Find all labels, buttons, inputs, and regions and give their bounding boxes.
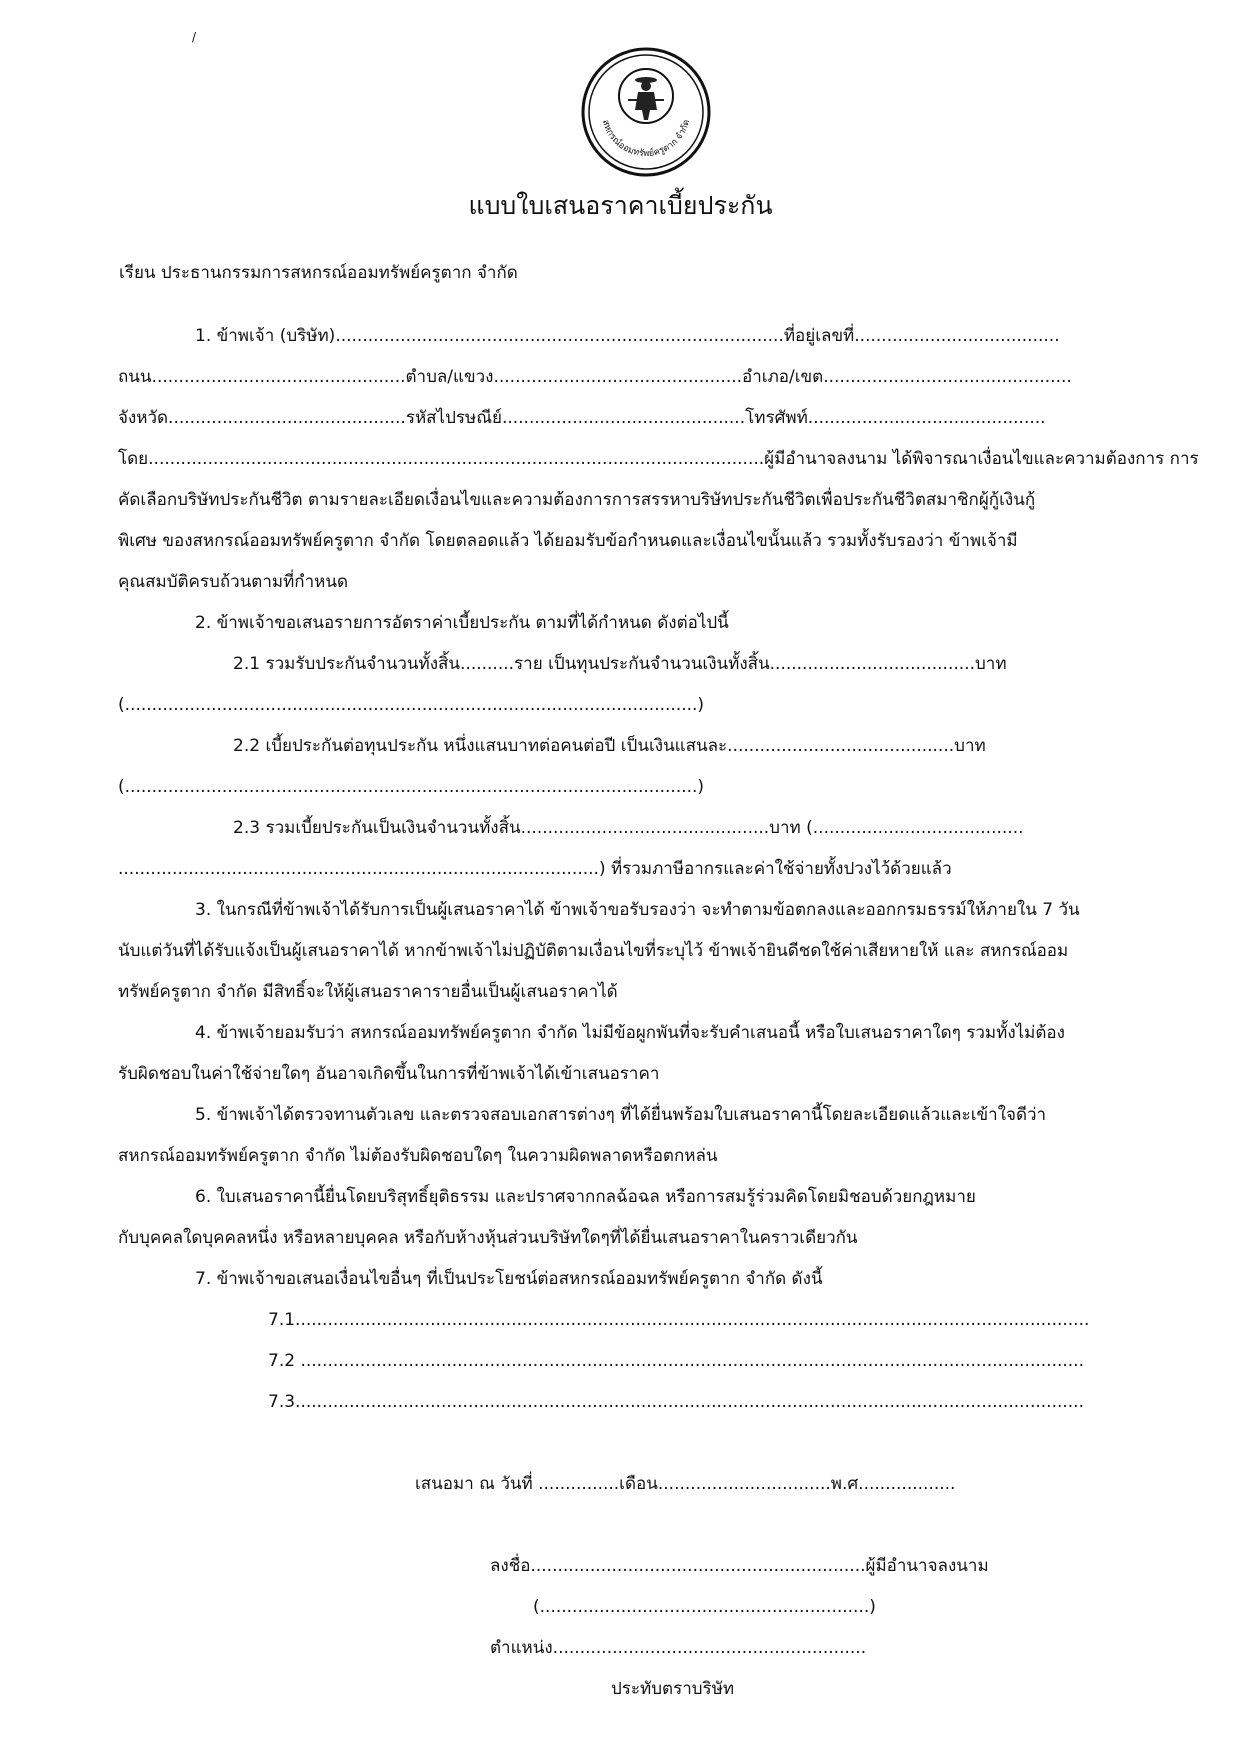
item1-signatory-line: โดย..................................................................................................................ผู้มีอำนาจลงนาม ได้พิจารณาเงื่อนไขและความต้องการ การ [118,449,1199,469]
item1-company-line: 1. ข้าพเจ้า (บริษัท)...................................................................................ที่อยู่เลขที่...................................... [195,326,1060,346]
signer-name-line: (.............................................................) [533,1597,876,1617]
item7-heading: 7. ข้าพเจ้าขอเสนอเงื่อนไขอื่นๆ ที่เป็นประโยชน์ต่อสหกรณ์ออมทรัพย์ครูตาก จำกัด ดังนี้ [195,1269,823,1289]
paragraph-line: ทรัพย์ครูตาก จำกัด มีสิทธิ์จะให้ผู้เสนอราคารายอื่นเป็นผู้เสนอราคาได้ [118,982,618,1002]
item2-1-amount-words: (..........................................................................................................) [118,695,705,715]
item3-line: 3. ในกรณีที่ข้าพเจ้าได้รับการเป็นผู้เสนอราคาได้ ข้าพเจ้าขอรับรองว่า จะทำตามข้อตกลงและออกกรมธรรม์ให้ภายใน 7 วัน [195,900,1080,920]
paragraph-line: สหกรณ์ออมทรัพย์ครูตาก จำกัด ไม่ต้องรับผิดชอบใดๆ ในความผิดพลาดหรือตกหล่น [118,1146,718,1166]
item2-3-amount-words: .........................................................................................) ที่รวมภาษีอากรและค่าใช้จ่ายทั้งปวงไว้ด้วยแล้ว [118,859,952,879]
item2-1-line: 2.1 รวมรับประกันจำนวนทั้งสิ้น..........ราย เป็นทุนประกันจำนวนเงินทั้งสิ้น......................................บาท [233,654,1007,674]
date-line: เสนอมา ณ วันที่ ...............เดือน................................พ.ศ.................. [415,1474,956,1494]
paragraph-line: นับแต่วันที่ได้รับแจ้งเป็นผู้เสนอราคาได้ หากข้าพเจ้าไม่ปฏิบัติตามเงื่อนไขที่ระบุไว้ ข้าพเจ้ายินดีชดใช้ค่าเสียหายให้ และ สหกรณ์ออม [118,941,1069,961]
paragraph-line: กับบุคคลใดบุคคลหนึ่ง หรือหลายบุคคล หรือกับห้างหุ้นส่วนบริษัทใดๆที่ได้ยื่นเสนอราคาในคราวเดียวกัน [118,1228,858,1248]
corner-mark: / [192,30,197,44]
paragraph-line: คัดเลือกบริษัทประกันชีวิต ตามรายละเอียดเงื่อนไขและความต้องการการสรรหาบริษัทประกันชีวิตเพื่อประกันชีวิตสมาชิกผู้กู้เงินกู้ [118,490,1036,510]
paragraph-line: รับผิดชอบในค่าใช้จ่ายใดๆ อันอาจเกิดขึ้นในการที่ข้าพเจ้าได้เข้าเสนอราคา [118,1064,660,1084]
form-title: แบบใบเสนอราคาเบี้ยประกัน [468,191,773,220]
paragraph-line: พิเศษ ของสหกรณ์ออมทรัพย์ครูตาก จำกัด โดยตลอดแล้ว ได้ยอมรับข้อกำหนดและเงื่อนไขนั้นแล้ว รวมทั้งรับรองว่า ข้าพเจ้ามี [118,531,1018,551]
addressee-line: เรียน ประธานกรรมการสหกรณ์ออมทรัพย์ครูตาก จำกัด [119,263,518,283]
item1-road-line: ถนน...............................................ตำบล/แขวง..............................................อำเภอ/เขต.............................................. [118,367,1072,387]
item6-line: 6. ใบเสนอราคานี้ยื่นโดยบริสุทธิ์ยุติธรรม และปราศจากกลฉ้อฉล หรือการสมรู้ร่วมคิดโดยมิชอบด้วยกฎหมาย [195,1187,976,1207]
item5-line: 5. ข้าพเจ้าได้ตรวจทานตัวเลข และตรวจสอบเอกสารต่างๆ ที่ได้ยื่นพร้อมใบเสนอราคานี้โดยละเอียดแล้วและเข้าใจดีว่า [195,1105,1047,1125]
paragraph-line: คุณสมบัติครบถ้วนตามที่กำหนด [118,572,349,592]
company-stamp-label: ประทับตราบริษัท [611,1679,735,1699]
item4-line: 4. ข้าพเจ้ายอมรับว่า สหกรณ์ออมทรัพย์ครูตาก จำกัด ไม่มีข้อผูกพันที่จะรับคำเสนอนี้ หรือใบเสนอราคาใดๆ รวมทั้งไม่ต้อง [195,1023,1065,1043]
item7-2-line: 7.2 ................................................................................................................................................. [268,1351,1084,1371]
item2-3-line: 2.3 รวมเบี้ยประกันเป็นเงินจำนวนทั้งสิ้น..............................................บาท (....................................... [233,818,1024,838]
item1-province-line: จังหวัด............................................รหัสไปรษณีย์.............................................โทรศัพท์............................................ [118,408,1046,428]
position-line: ตำแหน่ง.......................................................... [490,1638,867,1658]
item2-2-amount-words: (..........................................................................................................) [118,777,705,797]
item7-1-line: 7.1................................................................................................................................................... [268,1310,1090,1330]
item2-2-line: 2.2 เบี้ยประกันต่อทุนประกัน หนึ่งแสนบาทต่อคนต่อปี เป็นเงินแสนละ..........................................บาท [233,736,986,756]
svg-text:สหกรณ์ออมทรัพย์ครูตาก จำกัด [600,119,692,159]
seal-text: สหกรณ์ออมทรัพย์ครูตาก จำกัด [599,118,693,160]
item7-3-line: 7.3.................................................................................................................................................. [268,1392,1084,1412]
signature-line: ลงชื่อ..............................................................ผู้มีอำนาจลงนาม [490,1556,989,1576]
item2-heading: 2. ข้าพเจ้าขอเสนอรายการอัตราค่าเบี้ยประกัน ตามที่ได้กำหนด ดังต่อไปนี้ [195,613,729,633]
seal-figure-icon [628,77,664,120]
cooperative-seal [580,46,712,178]
